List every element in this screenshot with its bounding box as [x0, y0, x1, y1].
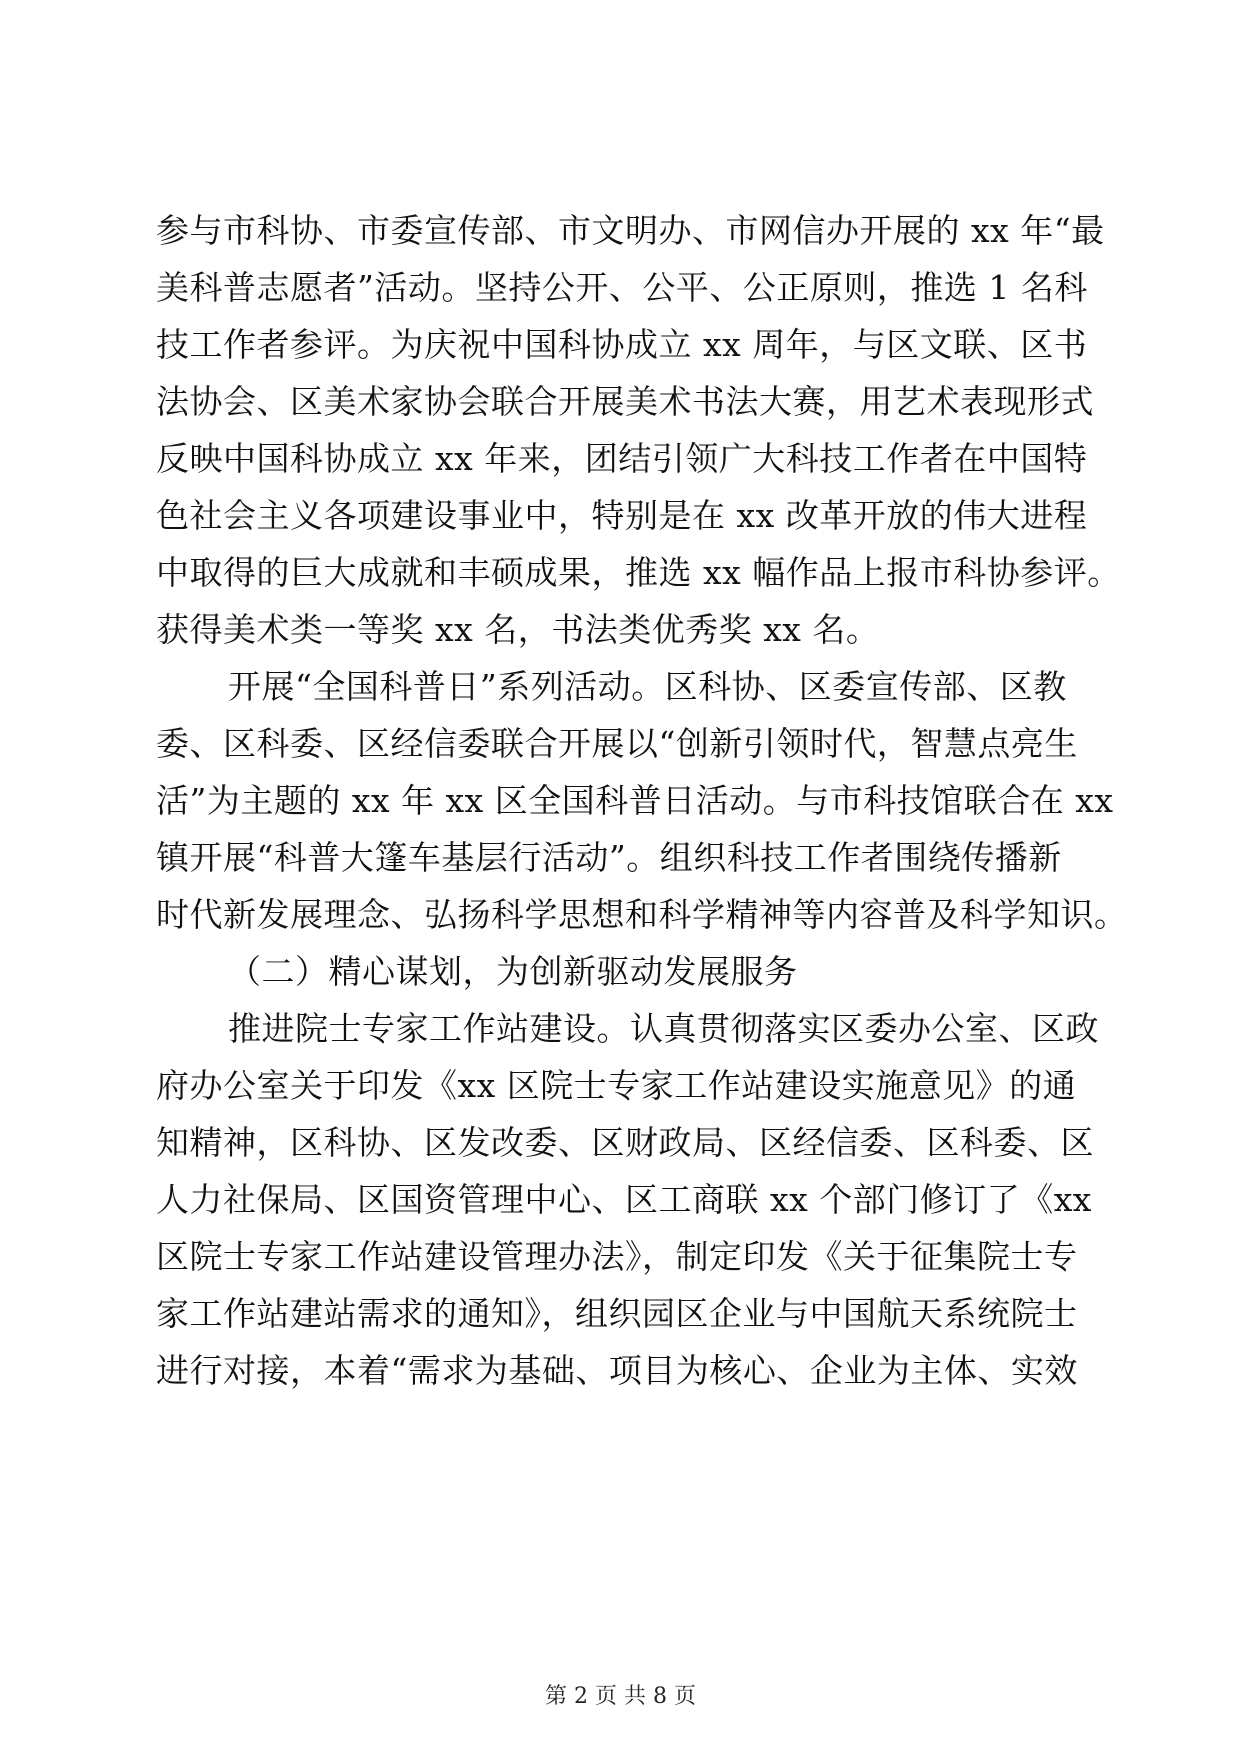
- page-number-footer: 第 2 页 共 8 页: [545, 1684, 696, 1709]
- text-line: 人力社保局、区国资管理中心、区工商联 xx 个部门修订了《xx: [156, 1180, 1092, 1219]
- text-line: 家工作站建站需求的通知》，组织园区企业与中国航天系统院士: [156, 1294, 1078, 1333]
- paragraph-start-line: 推进院士专家工作站建设。认真贯彻落实区委办公室、区政: [228, 1009, 1099, 1048]
- text-line: 知精神，区科协、区发改委、区财政局、区经信委、区科委、区: [156, 1123, 1094, 1162]
- text-line: 反映中国科协成立 xx 年来，团结引领广大科技工作者在中国特: [156, 439, 1088, 478]
- text-line: 中取得的巨大成就和丰硕成果，推选 xx 幅作品上报市科协参评。: [156, 553, 1121, 592]
- text-line: 区院士专家工作站建设管理办法》，制定印发《关于征集院士专: [156, 1237, 1078, 1276]
- text-line: 镇开展“科普大篷车基层行活动”。组织科技工作者围绕传播新: [156, 838, 1062, 877]
- text-line: 色社会主义各项建设事业中，特别是在 xx 改革开放的伟大进程: [156, 496, 1088, 535]
- text-line: 进行对接，本着“需求为基础、项目为核心、企业为主体、实效: [156, 1351, 1078, 1390]
- text-line: 参与市科协、市委宣传部、市文明办、市网信办开展的 xx 年“最: [156, 211, 1105, 250]
- paragraph-start-line: 开展“全国科普日”系列活动。区科协、区委宣传部、区教: [228, 667, 1067, 706]
- text-line: 时代新发展理念、弘扬科学思想和科学精神等内容普及科学知识。: [156, 895, 1128, 934]
- text-line: 委、区科委、区经信委联合开展以“创新引领时代，智慧点亮生: [156, 724, 1078, 763]
- text-line: 府办公室关于印发《xx 区院士专家工作站建设实施意见》的通: [156, 1066, 1077, 1105]
- text-line: 技工作者参评。为庆祝中国科协成立 xx 周年，与区文联、区书: [156, 325, 1088, 364]
- text-line: 活”为主题的 xx 年 xx 区全国科普日活动。与市科技馆联合在 xx: [156, 781, 1114, 820]
- text-line: 法协会、区美术家协会联合开展美术书法大赛，用艺术表现形式: [156, 382, 1094, 421]
- text-line: 获得美术类一等奖 xx 名，书法类优秀奖 xx 名。: [156, 610, 880, 649]
- text-line: 美科普志愿者”活动。坚持公开、公平、公正原则，推选 1 名科: [156, 268, 1088, 307]
- section-heading: （二）精心谋划，为创新驱动发展服务: [228, 952, 798, 991]
